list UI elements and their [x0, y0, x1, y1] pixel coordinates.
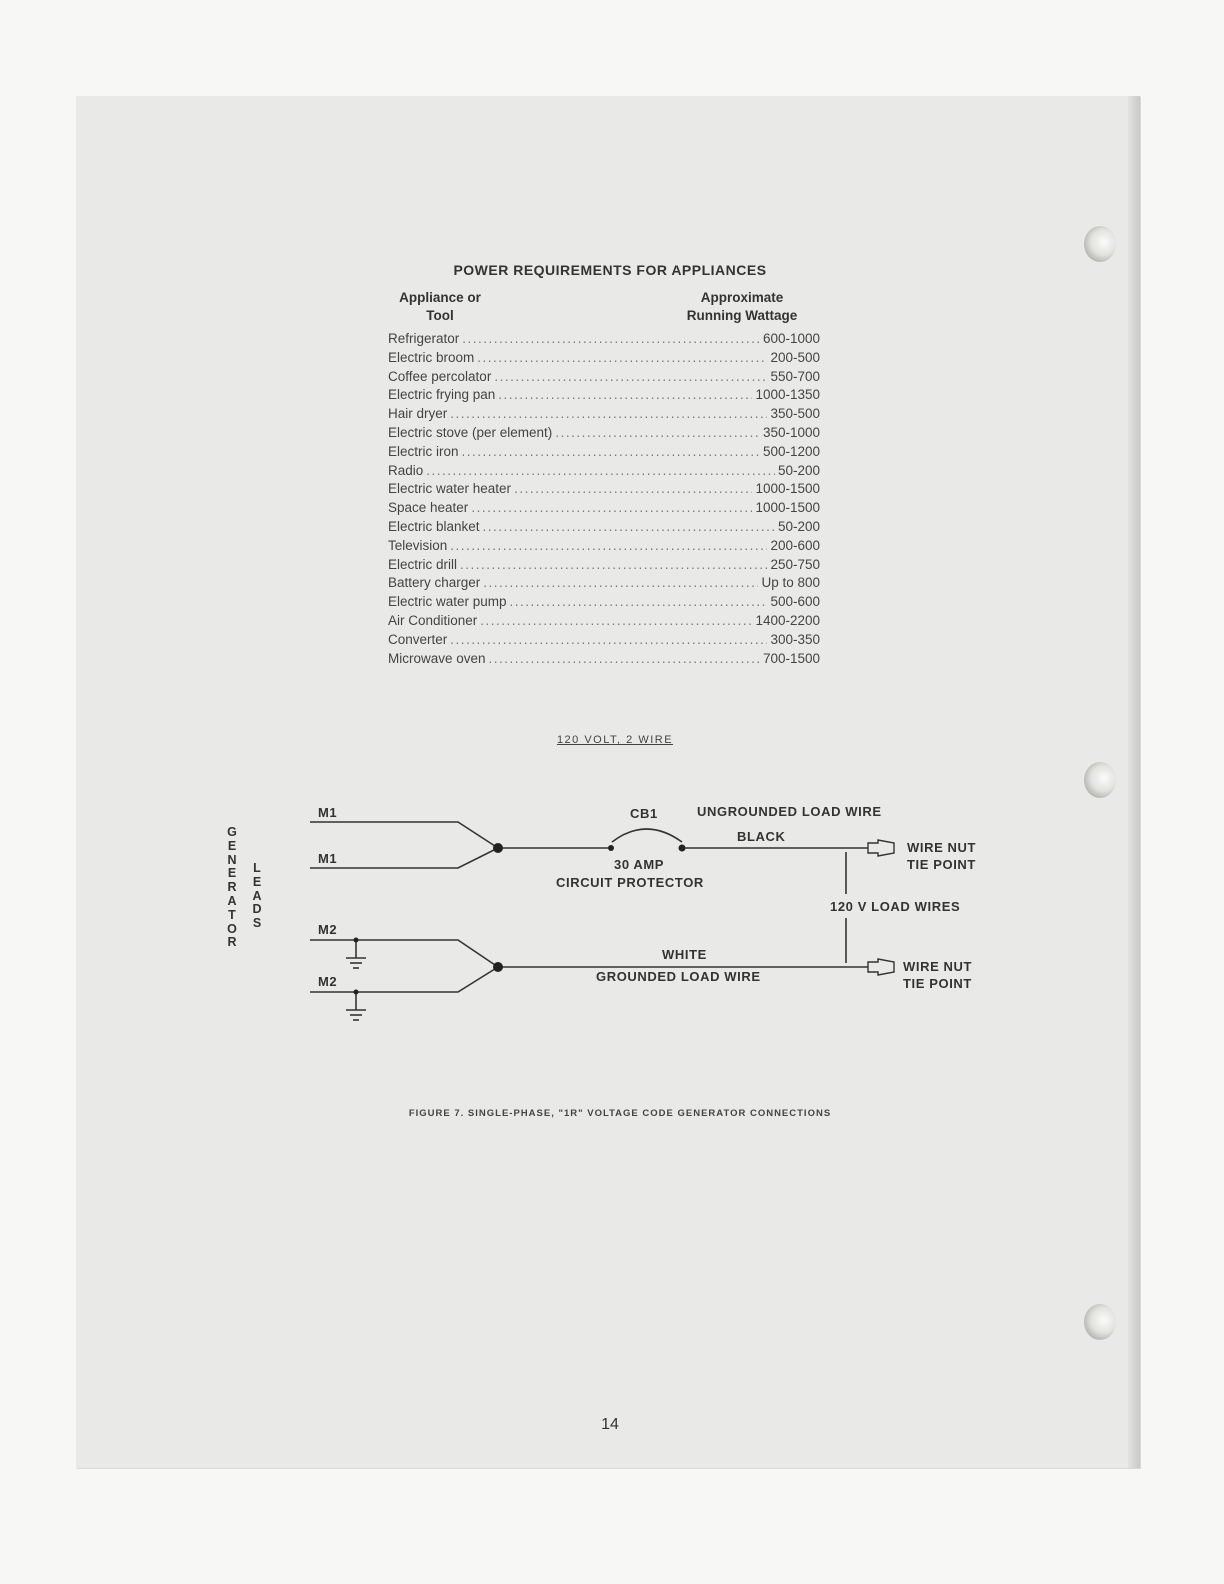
wattage-value: 250-750 — [770, 556, 820, 572]
junction-m2 — [493, 962, 503, 972]
breaker-terminal-right — [679, 845, 686, 852]
appliance-name: Electric iron — [388, 443, 459, 459]
ungrounded-wire-label: UNGROUNDED LOAD WIRE — [697, 804, 882, 819]
wattage-value: 500-600 — [770, 594, 820, 610]
black-wire-label: BLACK — [737, 829, 786, 844]
appliance-name: Hair dryer — [388, 406, 448, 422]
generator-letter: E — [227, 838, 237, 853]
wattage-value: 500-1200 — [762, 443, 820, 459]
generator-letter: G — [227, 825, 237, 839]
page-number: 14 — [601, 1416, 619, 1433]
leads-letter: D — [252, 902, 262, 917]
tie-point-bottom-label: TIE POINT — [903, 976, 972, 991]
appliance-name: Air Conditioner — [388, 612, 478, 628]
appliance-name: Battery charger — [388, 575, 481, 591]
generator-letter: R — [227, 880, 237, 895]
m1-top-label: M1 — [318, 805, 338, 820]
leads-letter: S — [252, 916, 262, 931]
appliance-name: Coffee percolator — [388, 368, 492, 384]
tie-point-top-label: TIE POINT — [907, 857, 976, 872]
wire-nut-icon-bottom — [868, 959, 894, 975]
wire-m2-bottom — [310, 967, 498, 992]
column-header-appliance-line1: Appliance or — [399, 290, 481, 305]
generator-letter: T — [228, 907, 236, 922]
white-wire-label: WHITE — [662, 947, 707, 962]
appliance-name: Electric blanket — [388, 518, 480, 534]
wattage-value: 50-200 — [777, 518, 820, 534]
junction-m1 — [493, 843, 503, 853]
wattage-value: 350-1000 — [762, 424, 820, 440]
breaker-arc — [612, 829, 682, 842]
wire-m2-top — [310, 940, 498, 967]
wattage-value: 50-200 — [777, 462, 820, 478]
leads-letter: E — [252, 874, 262, 889]
diagram-subtitle: 120 VOLT, 2 WIRE — [556, 734, 674, 746]
leads-letter: A — [252, 888, 262, 903]
wire-nut-top-label: WIRE NUT — [907, 840, 977, 855]
grounded-wire-label: GROUNDED LOAD WIRE — [596, 969, 761, 984]
wire-nut-icon-top — [868, 840, 894, 856]
appliance-name: Electric water heater — [388, 481, 512, 497]
wattage-value: 200-500 — [770, 349, 820, 365]
m2-bottom-label: M2 — [318, 974, 338, 989]
wattage-value: 1000-1500 — [755, 500, 820, 516]
m2-top-label: M2 — [318, 922, 338, 937]
amp-rating-label: 30 AMP — [614, 857, 665, 872]
figure-caption: FIGURE 7. SINGLE-PHASE, "1R" VOLTAGE CODE GENERATOR CONNECTIONS — [408, 1108, 832, 1119]
m1-bottom-label: M1 — [318, 851, 338, 866]
appliance-name: Radio — [388, 462, 424, 478]
table-title: POWER REQUIREMENTS FOR APPLIANCES — [453, 262, 767, 278]
appliance-name: Electric frying pan — [388, 387, 496, 403]
appliance-name: Electric broom — [388, 349, 475, 365]
wattage-value: 1000-1350 — [755, 387, 820, 403]
appliance-name: Electric water pump — [388, 594, 507, 610]
breaker-terminal-left — [608, 845, 614, 851]
appliance-name: Space heater — [388, 500, 469, 516]
column-header-wattage-line1: Approximate — [700, 290, 784, 305]
wattage-value: 1400-2200 — [755, 612, 820, 628]
wire-m1-bottom — [310, 848, 498, 868]
wattage-value: 700-1500 — [762, 650, 820, 666]
wattage-value: 550-700 — [770, 368, 820, 384]
generator-letter: O — [227, 921, 237, 936]
wire-nut-bottom-label: WIRE NUT — [903, 959, 973, 974]
appliance-name: Converter — [388, 631, 448, 647]
wattage-value: 200-600 — [770, 537, 820, 553]
generator-letter: A — [227, 894, 237, 908]
column-header-appliance-line2: Tool — [426, 308, 454, 323]
column-header-wattage-line2: Running Wattage — [686, 308, 798, 323]
wattage-value: 350-500 — [770, 406, 820, 422]
cb1-label: CB1 — [630, 806, 658, 821]
appliance-name: Electric drill — [388, 556, 458, 572]
wattage-value: 600-1000 — [762, 331, 820, 346]
generator-letter: E — [227, 866, 237, 881]
leads-letter: L — [253, 861, 261, 875]
wire-m1-top — [310, 822, 498, 848]
appliance-name: Electric stove (per element) — [388, 424, 553, 440]
ground-node-bottom — [354, 990, 359, 995]
load-wires-label: 120 V LOAD WIRES — [830, 899, 961, 914]
wattage-value: 300-350 — [770, 631, 820, 647]
appliance-name: Microwave oven — [388, 650, 486, 666]
appliance-name: Television — [388, 537, 448, 553]
appliance-name: Refrigerator — [388, 331, 460, 346]
wattage-value: Up to 800 — [761, 575, 820, 591]
generator-letter: N — [227, 852, 237, 867]
generator-letter: R — [227, 935, 237, 950]
wattage-value: 1000-1500 — [755, 481, 820, 497]
ground-node-top — [354, 938, 359, 943]
circuit-protector-label: CIRCUIT PROTECTOR — [556, 875, 704, 890]
